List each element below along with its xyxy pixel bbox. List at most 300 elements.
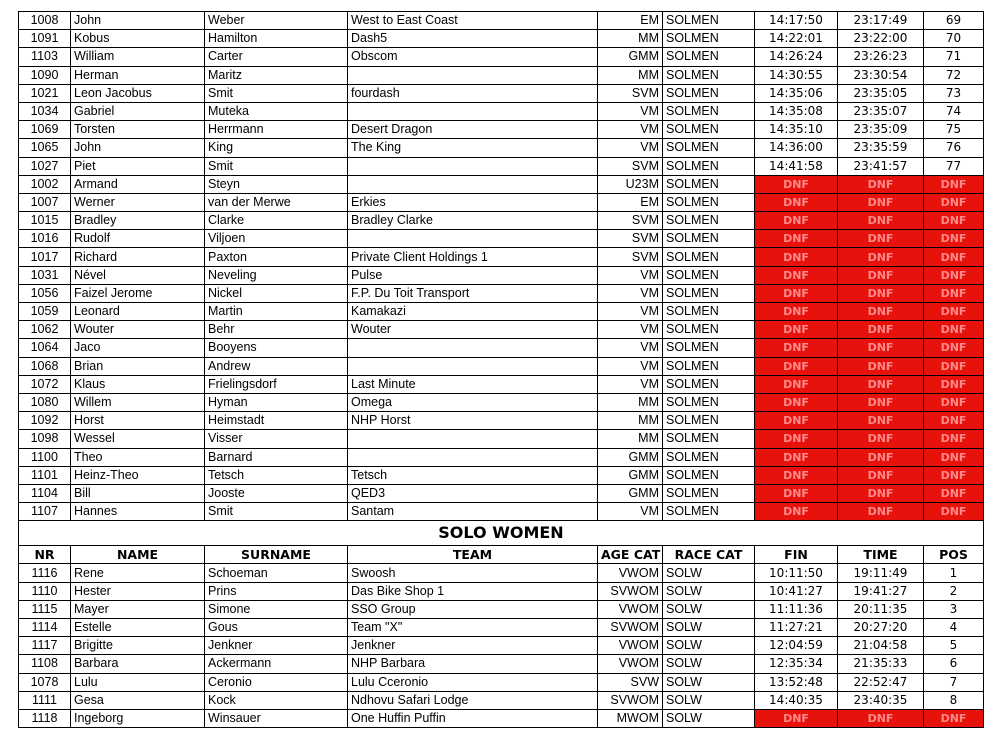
cell-nr: 1078 xyxy=(19,673,71,691)
cell-team: SSO Group xyxy=(348,600,598,618)
cell-age-cat: VWOM xyxy=(598,564,663,582)
cell-name: Mayer xyxy=(71,600,205,618)
cell-team: Pulse xyxy=(348,266,598,284)
cell-age-cat: VM xyxy=(598,321,663,339)
cell-nr: 1108 xyxy=(19,655,71,673)
cell-team: QED3 xyxy=(348,484,598,502)
cell-race-cat: SOLMEN xyxy=(663,66,755,84)
cell-nr: 1118 xyxy=(19,709,71,727)
table-row xyxy=(19,484,984,502)
cell-name: John xyxy=(71,139,205,157)
cell-fin: DNF xyxy=(755,230,838,248)
cell-race-cat: SOLMEN xyxy=(663,303,755,321)
cell-nr: 1056 xyxy=(19,284,71,302)
cell-age-cat: MM xyxy=(598,430,663,448)
cell-name: Werner xyxy=(71,193,205,211)
cell-race-cat: SOLMEN xyxy=(663,503,755,521)
cell-nr: 1080 xyxy=(19,393,71,411)
table-row xyxy=(19,193,984,211)
cell-surname: Muteka xyxy=(205,102,348,120)
cell-surname: Andrew xyxy=(205,357,348,375)
cell-team: Lulu Cceronio xyxy=(348,673,598,691)
cell-time: 23:22:00 xyxy=(838,30,924,48)
cell-name: Heinz-Theo xyxy=(71,466,205,484)
header-time: TIME xyxy=(838,546,924,564)
cell-age-cat: SVW xyxy=(598,673,663,691)
table-row xyxy=(19,12,984,30)
cell-surname: Behr xyxy=(205,321,348,339)
cell-age-cat: VM xyxy=(598,284,663,302)
cell-fin: DNF xyxy=(755,466,838,484)
cell-team: West to East Coast xyxy=(348,12,598,30)
cell-name: Wessel xyxy=(71,430,205,448)
cell-pos: 70 xyxy=(924,30,984,48)
cell-time: 21:04:58 xyxy=(838,637,924,655)
cell-age-cat: SVWOM xyxy=(598,691,663,709)
cell-surname: Winsauer xyxy=(205,709,348,727)
cell-age-cat: VM xyxy=(598,266,663,284)
cell-surname: Steyn xyxy=(205,175,348,193)
cell-team: One Huffin Puffin xyxy=(348,709,598,727)
cell-time: DNF xyxy=(838,321,924,339)
table-row xyxy=(19,582,984,600)
cell-nr: 1116 xyxy=(19,564,71,582)
table-row xyxy=(19,48,984,66)
cell-age-cat: EM xyxy=(598,193,663,211)
cell-pos: 76 xyxy=(924,139,984,157)
cell-fin: DNF xyxy=(755,357,838,375)
cell-race-cat: SOLMEN xyxy=(663,193,755,211)
cell-name: Piet xyxy=(71,157,205,175)
cell-surname: Hyman xyxy=(205,393,348,411)
cell-pos: DNF xyxy=(924,303,984,321)
cell-fin: 14:35:08 xyxy=(755,102,838,120)
header-pos: POS xyxy=(924,546,984,564)
cell-pos: DNF xyxy=(924,284,984,302)
cell-fin: 14:17:50 xyxy=(755,12,838,30)
table-row xyxy=(19,412,984,430)
table-row xyxy=(19,175,984,193)
cell-time: DNF xyxy=(838,466,924,484)
cell-fin: DNF xyxy=(755,503,838,521)
cell-surname: Jenkner xyxy=(205,637,348,655)
cell-nr: 1017 xyxy=(19,248,71,266)
cell-age-cat: SVM xyxy=(598,212,663,230)
cell-surname: Maritz xyxy=(205,66,348,84)
cell-name: Gesa xyxy=(71,691,205,709)
cell-nr: 1068 xyxy=(19,357,71,375)
table-row xyxy=(19,357,984,375)
cell-fin: DNF xyxy=(755,266,838,284)
cell-surname: Heimstadt xyxy=(205,412,348,430)
cell-team xyxy=(348,448,598,466)
cell-team xyxy=(348,339,598,357)
cell-team: Santam xyxy=(348,503,598,521)
cell-race-cat: SOLMEN xyxy=(663,102,755,120)
cell-surname: Barnard xyxy=(205,448,348,466)
cell-pos: DNF xyxy=(924,709,984,727)
cell-pos: DNF xyxy=(924,393,984,411)
cell-time: DNF xyxy=(838,484,924,502)
cell-name: Hester xyxy=(71,582,205,600)
cell-surname: Frielingsdorf xyxy=(205,375,348,393)
cell-nr: 1008 xyxy=(19,12,71,30)
cell-fin: DNF xyxy=(755,339,838,357)
cell-time: DNF xyxy=(838,339,924,357)
cell-pos: DNF xyxy=(924,339,984,357)
cell-time: DNF xyxy=(838,709,924,727)
cell-time: DNF xyxy=(838,230,924,248)
cell-pos: 69 xyxy=(924,12,984,30)
cell-team: Obscom xyxy=(348,48,598,66)
cell-race-cat: SOLW xyxy=(663,655,755,673)
cell-surname: Jooste xyxy=(205,484,348,502)
cell-team: Tetsch xyxy=(348,466,598,484)
cell-pos: 77 xyxy=(924,157,984,175)
cell-surname: Weber xyxy=(205,12,348,30)
header-team: TEAM xyxy=(348,546,598,564)
cell-team xyxy=(348,175,598,193)
cell-nr: 1059 xyxy=(19,303,71,321)
cell-time: 23:26:23 xyxy=(838,48,924,66)
cell-age-cat: VM xyxy=(598,139,663,157)
cell-team: Jenkner xyxy=(348,637,598,655)
header-name: NAME xyxy=(71,546,205,564)
cell-pos: 1 xyxy=(924,564,984,582)
table-row xyxy=(19,230,984,248)
section-title: SOLO WOMEN xyxy=(19,521,984,546)
cell-pos: DNF xyxy=(924,357,984,375)
cell-time: DNF xyxy=(838,303,924,321)
cell-time: 22:52:47 xyxy=(838,673,924,691)
cell-time: 19:41:27 xyxy=(838,582,924,600)
cell-age-cat: MM xyxy=(598,30,663,48)
cell-fin: 14:36:00 xyxy=(755,139,838,157)
cell-fin: DNF xyxy=(755,303,838,321)
cell-race-cat: SOLMEN xyxy=(663,12,755,30)
cell-surname: Schoeman xyxy=(205,564,348,582)
cell-team: Dash5 xyxy=(348,30,598,48)
cell-surname: Smit xyxy=(205,503,348,521)
cell-age-cat: EM xyxy=(598,12,663,30)
cell-name: Brigitte xyxy=(71,637,205,655)
cell-surname: Clarke xyxy=(205,212,348,230)
cell-fin: 14:41:58 xyxy=(755,157,838,175)
table-row xyxy=(19,84,984,102)
cell-name: Estelle xyxy=(71,619,205,637)
cell-team: Last Minute xyxy=(348,375,598,393)
header-surname: SURNAME xyxy=(205,546,348,564)
cell-nr: 1103 xyxy=(19,48,71,66)
cell-name: Jaco xyxy=(71,339,205,357)
cell-age-cat: VM xyxy=(598,121,663,139)
cell-fin: DNF xyxy=(755,484,838,502)
cell-race-cat: SOLW xyxy=(663,709,755,727)
cell-pos: DNF xyxy=(924,230,984,248)
cell-surname: Simone xyxy=(205,600,348,618)
cell-name: Barbara xyxy=(71,655,205,673)
cell-time: 23:35:09 xyxy=(838,121,924,139)
cell-name: Armand xyxy=(71,175,205,193)
cell-pos: DNF xyxy=(924,412,984,430)
cell-fin: 14:26:24 xyxy=(755,48,838,66)
cell-nr: 1100 xyxy=(19,448,71,466)
cell-age-cat: VM xyxy=(598,303,663,321)
cell-time: DNF xyxy=(838,393,924,411)
section-title-row xyxy=(19,521,984,546)
cell-time: DNF xyxy=(838,412,924,430)
cell-surname: King xyxy=(205,139,348,157)
cell-name: William xyxy=(71,48,205,66)
cell-pos: 4 xyxy=(924,619,984,637)
cell-name: Leonard xyxy=(71,303,205,321)
table-row xyxy=(19,503,984,521)
cell-time: 21:35:33 xyxy=(838,655,924,673)
cell-nr: 1117 xyxy=(19,637,71,655)
table-row xyxy=(19,303,984,321)
cell-age-cat: GMM xyxy=(598,466,663,484)
cell-team: Erkies xyxy=(348,193,598,211)
cell-nr: 1115 xyxy=(19,600,71,618)
cell-pos: DNF xyxy=(924,484,984,502)
cell-nr: 1092 xyxy=(19,412,71,430)
cell-surname: Booyens xyxy=(205,339,348,357)
cell-name: Bradley xyxy=(71,212,205,230)
cell-nr: 1114 xyxy=(19,619,71,637)
cell-pos: DNF xyxy=(924,248,984,266)
cell-fin: DNF xyxy=(755,175,838,193)
cell-time: 20:11:35 xyxy=(838,600,924,618)
cell-team xyxy=(348,102,598,120)
cell-race-cat: SOLMEN xyxy=(663,84,755,102)
cell-fin: 11:11:36 xyxy=(755,600,838,618)
cell-pos: DNF xyxy=(924,266,984,284)
cell-nr: 1062 xyxy=(19,321,71,339)
cell-name: Wouter xyxy=(71,321,205,339)
cell-surname: Hamilton xyxy=(205,30,348,48)
cell-race-cat: SOLMEN xyxy=(663,430,755,448)
cell-team: Team "X" xyxy=(348,619,598,637)
cell-fin: 11:27:21 xyxy=(755,619,838,637)
cell-surname: Ackermann xyxy=(205,655,348,673)
cell-pos: 71 xyxy=(924,48,984,66)
table-row xyxy=(19,448,984,466)
cell-time: 19:11:49 xyxy=(838,564,924,582)
cell-name: Willem xyxy=(71,393,205,411)
cell-team: Omega xyxy=(348,393,598,411)
results-table xyxy=(18,11,984,728)
cell-nr: 1034 xyxy=(19,102,71,120)
cell-fin: 13:52:48 xyxy=(755,673,838,691)
cell-pos: DNF xyxy=(924,430,984,448)
cell-team: Desert Dragon xyxy=(348,121,598,139)
cell-time: DNF xyxy=(838,375,924,393)
cell-surname: Visser xyxy=(205,430,348,448)
cell-race-cat: SOLMEN xyxy=(663,448,755,466)
table-row xyxy=(19,102,984,120)
cell-team xyxy=(348,430,598,448)
cell-age-cat: MWOM xyxy=(598,709,663,727)
cell-time: DNF xyxy=(838,284,924,302)
cell-pos: 74 xyxy=(924,102,984,120)
cell-team: fourdash xyxy=(348,84,598,102)
cell-name: John xyxy=(71,12,205,30)
cell-age-cat: VWOM xyxy=(598,600,663,618)
cell-nr: 1072 xyxy=(19,375,71,393)
cell-surname: van der Merwe xyxy=(205,193,348,211)
cell-pos: DNF xyxy=(924,321,984,339)
cell-age-cat: GMM xyxy=(598,448,663,466)
cell-surname: Gous xyxy=(205,619,348,637)
cell-team: Bradley Clarke xyxy=(348,212,598,230)
table-row xyxy=(19,339,984,357)
cell-nr: 1101 xyxy=(19,466,71,484)
cell-age-cat: SVWOM xyxy=(598,582,663,600)
cell-race-cat: SOLMEN xyxy=(663,175,755,193)
cell-race-cat: SOLMEN xyxy=(663,230,755,248)
cell-surname: Carter xyxy=(205,48,348,66)
table-row xyxy=(19,430,984,448)
cell-nr: 1065 xyxy=(19,139,71,157)
cell-age-cat: SVM xyxy=(598,230,663,248)
cell-race-cat: SOLMEN xyxy=(663,484,755,502)
cell-name: Horst xyxy=(71,412,205,430)
cell-time: DNF xyxy=(838,193,924,211)
cell-team: Das Bike Shop 1 xyxy=(348,582,598,600)
table-row xyxy=(19,655,984,673)
cell-pos: 8 xyxy=(924,691,984,709)
cell-nr: 1091 xyxy=(19,30,71,48)
cell-name: Gabriel xyxy=(71,102,205,120)
cell-fin: DNF xyxy=(755,709,838,727)
cell-race-cat: SOLW xyxy=(663,637,755,655)
cell-age-cat: SVM xyxy=(598,248,663,266)
table-row xyxy=(19,121,984,139)
cell-name: Herman xyxy=(71,66,205,84)
cell-nr: 1002 xyxy=(19,175,71,193)
cell-name: Theo xyxy=(71,448,205,466)
cell-time: 23:41:57 xyxy=(838,157,924,175)
cell-race-cat: SOLW xyxy=(663,673,755,691)
cell-name: Hannes xyxy=(71,503,205,521)
cell-race-cat: SOLMEN xyxy=(663,212,755,230)
cell-age-cat: MM xyxy=(598,412,663,430)
cell-age-cat: VM xyxy=(598,102,663,120)
cell-nr: 1021 xyxy=(19,84,71,102)
cell-surname: Paxton xyxy=(205,248,348,266)
cell-team: Private Client Holdings 1 xyxy=(348,248,598,266)
cell-name: Lulu xyxy=(71,673,205,691)
table-row xyxy=(19,564,984,582)
table-row xyxy=(19,284,984,302)
cell-team: Wouter xyxy=(348,321,598,339)
cell-name: Leon Jacobus xyxy=(71,84,205,102)
cell-surname: Ceronio xyxy=(205,673,348,691)
cell-team xyxy=(348,157,598,175)
cell-fin: 12:04:59 xyxy=(755,637,838,655)
cell-nr: 1064 xyxy=(19,339,71,357)
cell-name: Brian xyxy=(71,357,205,375)
cell-pos: DNF xyxy=(924,193,984,211)
cell-fin: 12:35:34 xyxy=(755,655,838,673)
cell-pos: 2 xyxy=(924,582,984,600)
cell-team: Swoosh xyxy=(348,564,598,582)
cell-name: Torsten xyxy=(71,121,205,139)
cell-surname: Tetsch xyxy=(205,466,348,484)
table-row xyxy=(19,66,984,84)
header-nr: NR xyxy=(19,546,71,564)
cell-time: 23:35:59 xyxy=(838,139,924,157)
cell-fin: DNF xyxy=(755,448,838,466)
cell-nr: 1104 xyxy=(19,484,71,502)
cell-fin: 14:35:10 xyxy=(755,121,838,139)
cell-surname: Smit xyxy=(205,157,348,175)
header-race-cat: RACE CAT xyxy=(663,546,755,564)
cell-time: DNF xyxy=(838,212,924,230)
cell-age-cat: VM xyxy=(598,503,663,521)
cell-fin: DNF xyxy=(755,375,838,393)
cell-age-cat: VWOM xyxy=(598,637,663,655)
cell-time: 23:17:49 xyxy=(838,12,924,30)
cell-race-cat: SOLMEN xyxy=(663,321,755,339)
cell-name: Klaus xyxy=(71,375,205,393)
cell-pos: DNF xyxy=(924,212,984,230)
header-fin: FIN xyxy=(755,546,838,564)
cell-age-cat: VM xyxy=(598,375,663,393)
table-row xyxy=(19,691,984,709)
cell-pos: 5 xyxy=(924,637,984,655)
cell-race-cat: SOLMEN xyxy=(663,375,755,393)
cell-age-cat: U23M xyxy=(598,175,663,193)
cell-race-cat: SOLW xyxy=(663,582,755,600)
cell-time: DNF xyxy=(838,357,924,375)
cell-nr: 1107 xyxy=(19,503,71,521)
cell-pos: 75 xyxy=(924,121,984,139)
cell-surname: Kock xyxy=(205,691,348,709)
cell-race-cat: SOLMEN xyxy=(663,339,755,357)
cell-race-cat: SOLW xyxy=(663,691,755,709)
solo-women-rows xyxy=(19,564,984,728)
cell-nr: 1069 xyxy=(19,121,71,139)
cell-surname: Herrmann xyxy=(205,121,348,139)
cell-race-cat: SOLMEN xyxy=(663,30,755,48)
table-row xyxy=(19,248,984,266)
cell-team: The King xyxy=(348,139,598,157)
cell-time: DNF xyxy=(838,448,924,466)
cell-race-cat: SOLMEN xyxy=(663,266,755,284)
cell-fin: DNF xyxy=(755,430,838,448)
cell-race-cat: SOLMEN xyxy=(663,284,755,302)
cell-age-cat: SVM xyxy=(598,84,663,102)
cell-fin: DNF xyxy=(755,248,838,266)
cell-surname: Nickel xyxy=(205,284,348,302)
cell-time: 23:35:07 xyxy=(838,102,924,120)
cell-pos: 73 xyxy=(924,84,984,102)
cell-nr: 1027 xyxy=(19,157,71,175)
cell-age-cat: MM xyxy=(598,66,663,84)
cell-fin: 14:22:01 xyxy=(755,30,838,48)
cell-time: DNF xyxy=(838,503,924,521)
cell-time: 23:40:35 xyxy=(838,691,924,709)
solo-women-section xyxy=(19,521,984,564)
table-row xyxy=(19,30,984,48)
cell-fin: DNF xyxy=(755,412,838,430)
cell-surname: Viljoen xyxy=(205,230,348,248)
cell-race-cat: SOLW xyxy=(663,564,755,582)
cell-name: Faizel Jerome xyxy=(71,284,205,302)
cell-time: DNF xyxy=(838,266,924,284)
cell-age-cat: SVM xyxy=(598,157,663,175)
